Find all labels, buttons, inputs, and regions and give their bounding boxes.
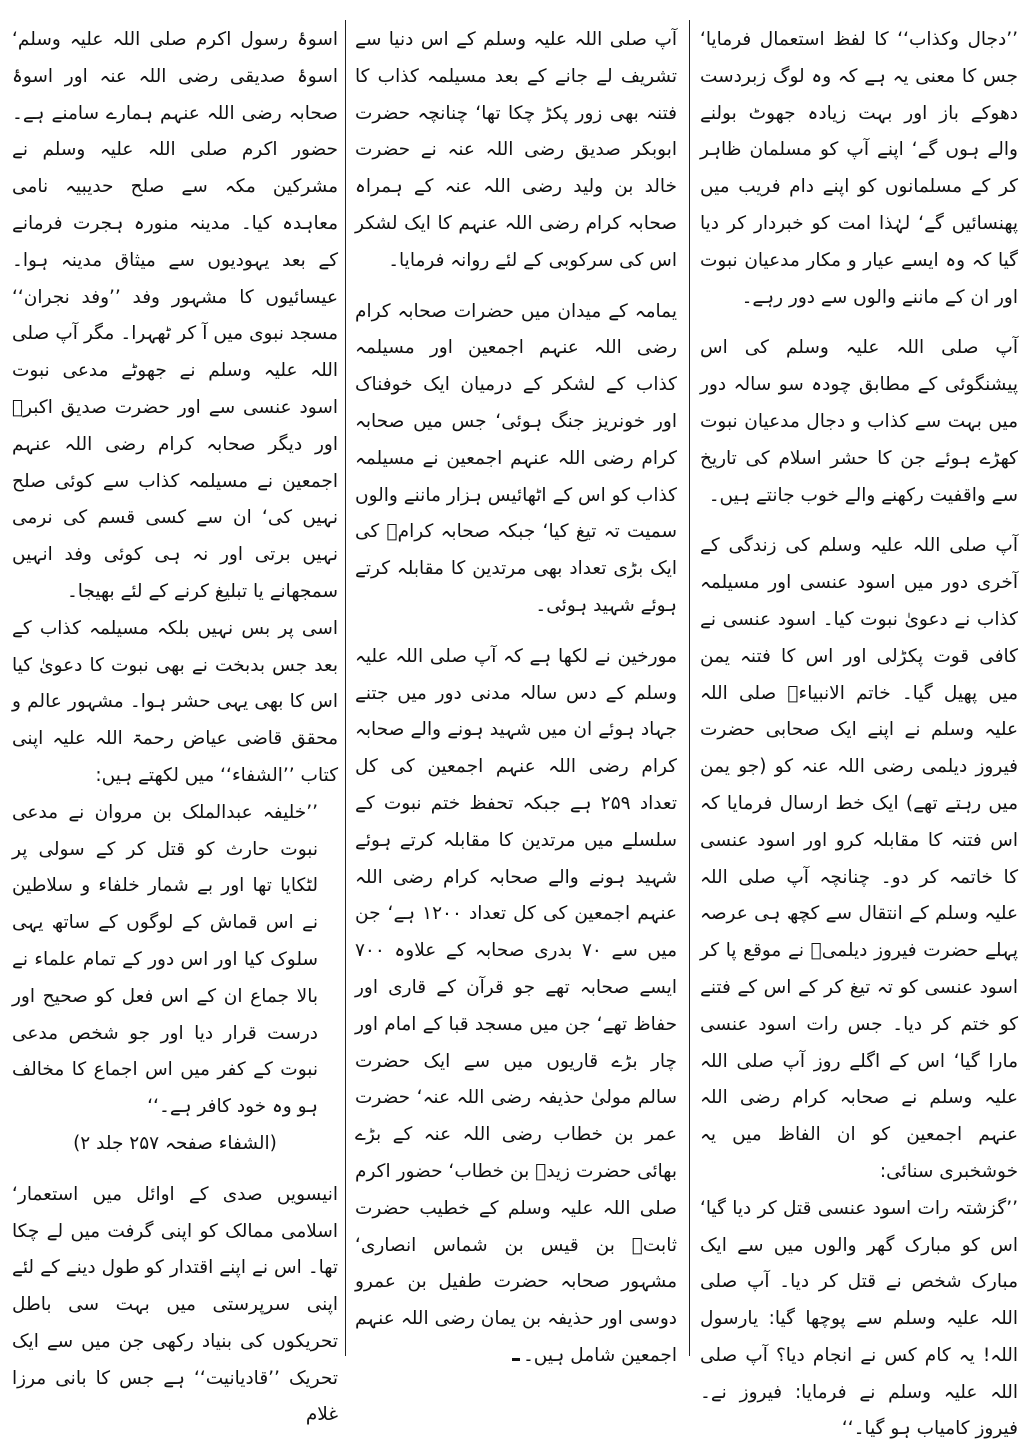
paragraph: اسی پر بس نہیں بلکہ مسیلمہ کذاب کے بعد جس بدبخت نے بھی نبوت کا دعویٰ کیا اس کا بھی یہی حشر ہوا۔ مشہور عالم و محقق قاضی عیاض رحمۃ اللہ علیہ اپنی کتاب ’’الشفاء‘‘ میں لکھتے ہیں: <box>12 617 338 786</box>
page-bottom-mark <box>512 1358 520 1361</box>
paragraph: آپ صلی اللہ علیہ وسلم کی اس پیشنگوئی کے مطابق چودہ سو سالہ دور میں بہت سے کذاب و دجال مدعیان نبوت کھڑے ہوئے جن کا حشر اسلام کی تاریخ سے واقفیت رکھنے والے خوب جانتے ہیں۔ <box>700 337 1018 506</box>
paragraph: آپ صلی اللہ علیہ وسلم کی زندگی کے آخری دور میں اسود عنسی اور مسیلمہ کذاب نے دعویٰ نبوت کیا۔ اسود عنسی نے کافی قوت پکڑلی اور اس کا فتنہ یمن میں پھیل گیا۔ خاتم الانبیاءؐ صلی اللہ علیہ وسلم نے اپنے ایک صحابی حضرت فیروز دیلمی رضی اللہ عنہ کو (جو یمن میں رہتے تھے) ایک خط ارسال فرمایا کہ اس فتنہ کا مقابلہ کرو اور اسود عنسی کا خاتمہ کر دو۔ چنانچہ آپ صلی اللہ علیہ وسلم کے انتقال سے کچھ ہی عرصہ پہلے حضرت فیروز دیلمیؓ نے موقع پا کر اسود عنسی کو تہ تیغ کر کے اس کے فتنے کو ختم کر دیا۔ جس رات اسود عنسی مارا گیا‘ اس کے اگلے روز آپ صلی اللہ علیہ وسلم نے صحابہ کرام رضی اللہ عنہم اجمعین کو ان الفاظ میں یہ خوشخبری سنائی: <box>700 535 1018 1182</box>
paragraph: یمامہ کے میدان میں حضرات صحابہ کرام رضی اللہ عنہم اجمعین اور مسیلمہ کذاب کے لشکر کے درمیان ایک خوفناک اور خونریز جنگ ہوئی‘ جس میں صحابہ کرام رضی اللہ عنہم اجمعین نے مسیلمہ کذاب کو اس کے اٹھائیس ہزار ماننے والوں سمیت تہ تیغ کیا‘ جبکہ صحابہ کرامؓ کی ایک بڑی تعداد بھی مرتدین کا مقابلہ کرتے ہوئے شہید ہوئی۔ <box>355 300 677 616</box>
paragraph: انیسویں صدی کے اوائل میں استعمار‘ اسلامی ممالک کو اپنی گرفت میں لے چکا تھا۔ اس نے اپنے اقتدار کو طول دینے کے لئے اپنی سرپرستی میں بہت سی باطل تحریکوں کی بنیاد رکھی جن میں سے ایک تحریک ’’قادیانیت‘‘ ہے جس کا بانی مرزا غلام <box>12 1183 338 1426</box>
article-column-middle <box>355 22 677 1366</box>
paragraph: مورخین نے لکھا ہے کہ آپ صلی اللہ علیہ وسلم کے دس سالہ مدنی دور میں جتنے جہاد ہوئے ان میں شہید ہونے والے صحابہ کرام رضی اللہ عنہم اجمعین کی کل تعداد ۲۵۹ ہے جبکہ تحفظ ختم نبوت کے سلسلے میں مرتدین کا مقابلہ کرتے ہوئے شہید ہونے والے صحابہ کرام رضی اللہ عنہم اجمعین کی کل تعداد ۱۲۰۰ ہے‘ جن میں سے ۷۰ بدری صحابہ کے علاوہ ۷۰۰ ایسے صحابہ تھے جو قرآن کے قاری اور حفاظ تھے‘ جن میں مسجد قبا کے امام اور چار بڑے قاریوں میں سے ایک حضرت سالم مولیٰ حذیفہ رضی اللہ عنہ‘ حضرت عمر بن خطاب رضی اللہ عنہ کے بڑے بھائی حضرت زیدؓ بن خطاب‘ حضور اکرم صلی اللہ علیہ وسلم کے خطیب حضرت ثابتؓ بن قیس بن شماس انصاری‘ مشہور صحابہ حضرت طفیل بن عمرو دوسی اور حذیفہ بن یمان رضی اللہ عنہم اجمعین شامل ہیں۔ <box>355 645 677 1366</box>
paragraph: اسوۂ رسول اکرم صلی اللہ علیہ وسلم‘ اسوۂ صدیقی رضی اللہ عنہ اور اسوۂ صحابہ رضی اللہ عنہم ہمارے سامنے ہے۔ حضور اکرم صلی اللہ علیہ وسلم نے مشرکین مکہ سے صلح حدیبیہ نامی معاہدہ کیا۔ مدینہ منورہ ہجرت فرمانے کے بعد یہودیوں سے میثاق مدینہ ہوا۔ عیسائیوں کا مشہور وفد ’’وفد نجران‘‘ مسجد نبوی میں آ کر ٹھہرا۔ مگر آپ صلی اللہ علیہ وسلم نے جھوٹے مدعی نبوت اسود عنسی سے اور حضرت صدیق اکبرؓ اور دیگر صحابہ کرام رضی اللہ عنہم اجمعین نے مسیلمہ کذاب سے کوئی صلح نہیں کی‘ ان سے کسی قسم کی نرمی نہیں برتی اور نہ ہی کوئی وفد انہیں سمجھانے یا تبلیغ کرنے کے لئے بھیجا۔ <box>12 29 338 602</box>
article-column-left <box>12 22 338 1426</box>
article-column-right <box>700 22 1018 1440</box>
column-divider <box>345 20 346 1356</box>
paragraph: ’’دجال وکذاب‘‘ کا لفظ استعمال فرمایا‘ جس کا معنی یہ ہے کہ وہ لوگ زبردست دھوکے باز اور بہت زیادہ جھوٹ بولنے والے ہوں گے‘ اپنے آپ کو مسلمان ظاہر کر کے مسلمانوں کو اپنے دام فریب میں پھنسائیں گے‘ لہٰذا امت کو خبردار کر دیا گیا کہ وہ ایسے عیار و مکار مدعیان نبوت اور ان کے ماننے والوں سے دور رہے۔ <box>700 29 1018 308</box>
column-divider <box>689 20 690 1356</box>
citation: (الشفاء صفحہ ۲۵۷ جلد ۲) <box>73 1132 277 1154</box>
paragraph: آپ صلی اللہ علیہ وسلم کے اس دنیا سے تشریف لے جانے کے بعد مسیلمہ کذاب کا فتنہ بھی زور پکڑ چکا تھا‘ چنانچہ حضرت ابوبکر صدیق رضی اللہ عنہ نے حضرت خالد بن ولید رضی اللہ عنہ کے ہمراہ صحابہ کرام رضی اللہ عنہم کا ایک لشکر اس کی سرکوبی کے لئے روانہ فرمایا۔ <box>355 29 677 271</box>
block-quote: ’’خلیفہ عبدالملک بن مروان نے مدعی نبوت حارث کو قتل کر کے سولی پر لٹکایا تھا اور بے شمار خلفاء و سلاطین نے اس قماش کے لوگوں کے ساتھ یہی سلوک کیا اور اس دور کے تمام علماء نے بالا جماع ان کے اس فعل کو صحیح اور درست قرار دیا اور جو شخص مدعی نبوت کے کفر میں اس اجماع کا مخالف ہو وہ خود کافر ہے۔‘‘ <box>12 801 318 1118</box>
hadith-quote: ’’گزشتہ رات اسود عنسی قتل کر دیا گیا‘ اس کو مبارک گھر والوں میں سے ایک مبارک شخص نے قتل کر دیا۔ آپ صلی اللہ علیہ وسلم سے پوچھا گیا: یارسول اللہ! یہ کام کس نے انجام دیا؟ آپ صلی اللہ علیہ وسلم نے فرمایا: فیروز نے۔ فیروز کامیاب ہو گیا۔‘‘ <box>700 1197 1018 1440</box>
